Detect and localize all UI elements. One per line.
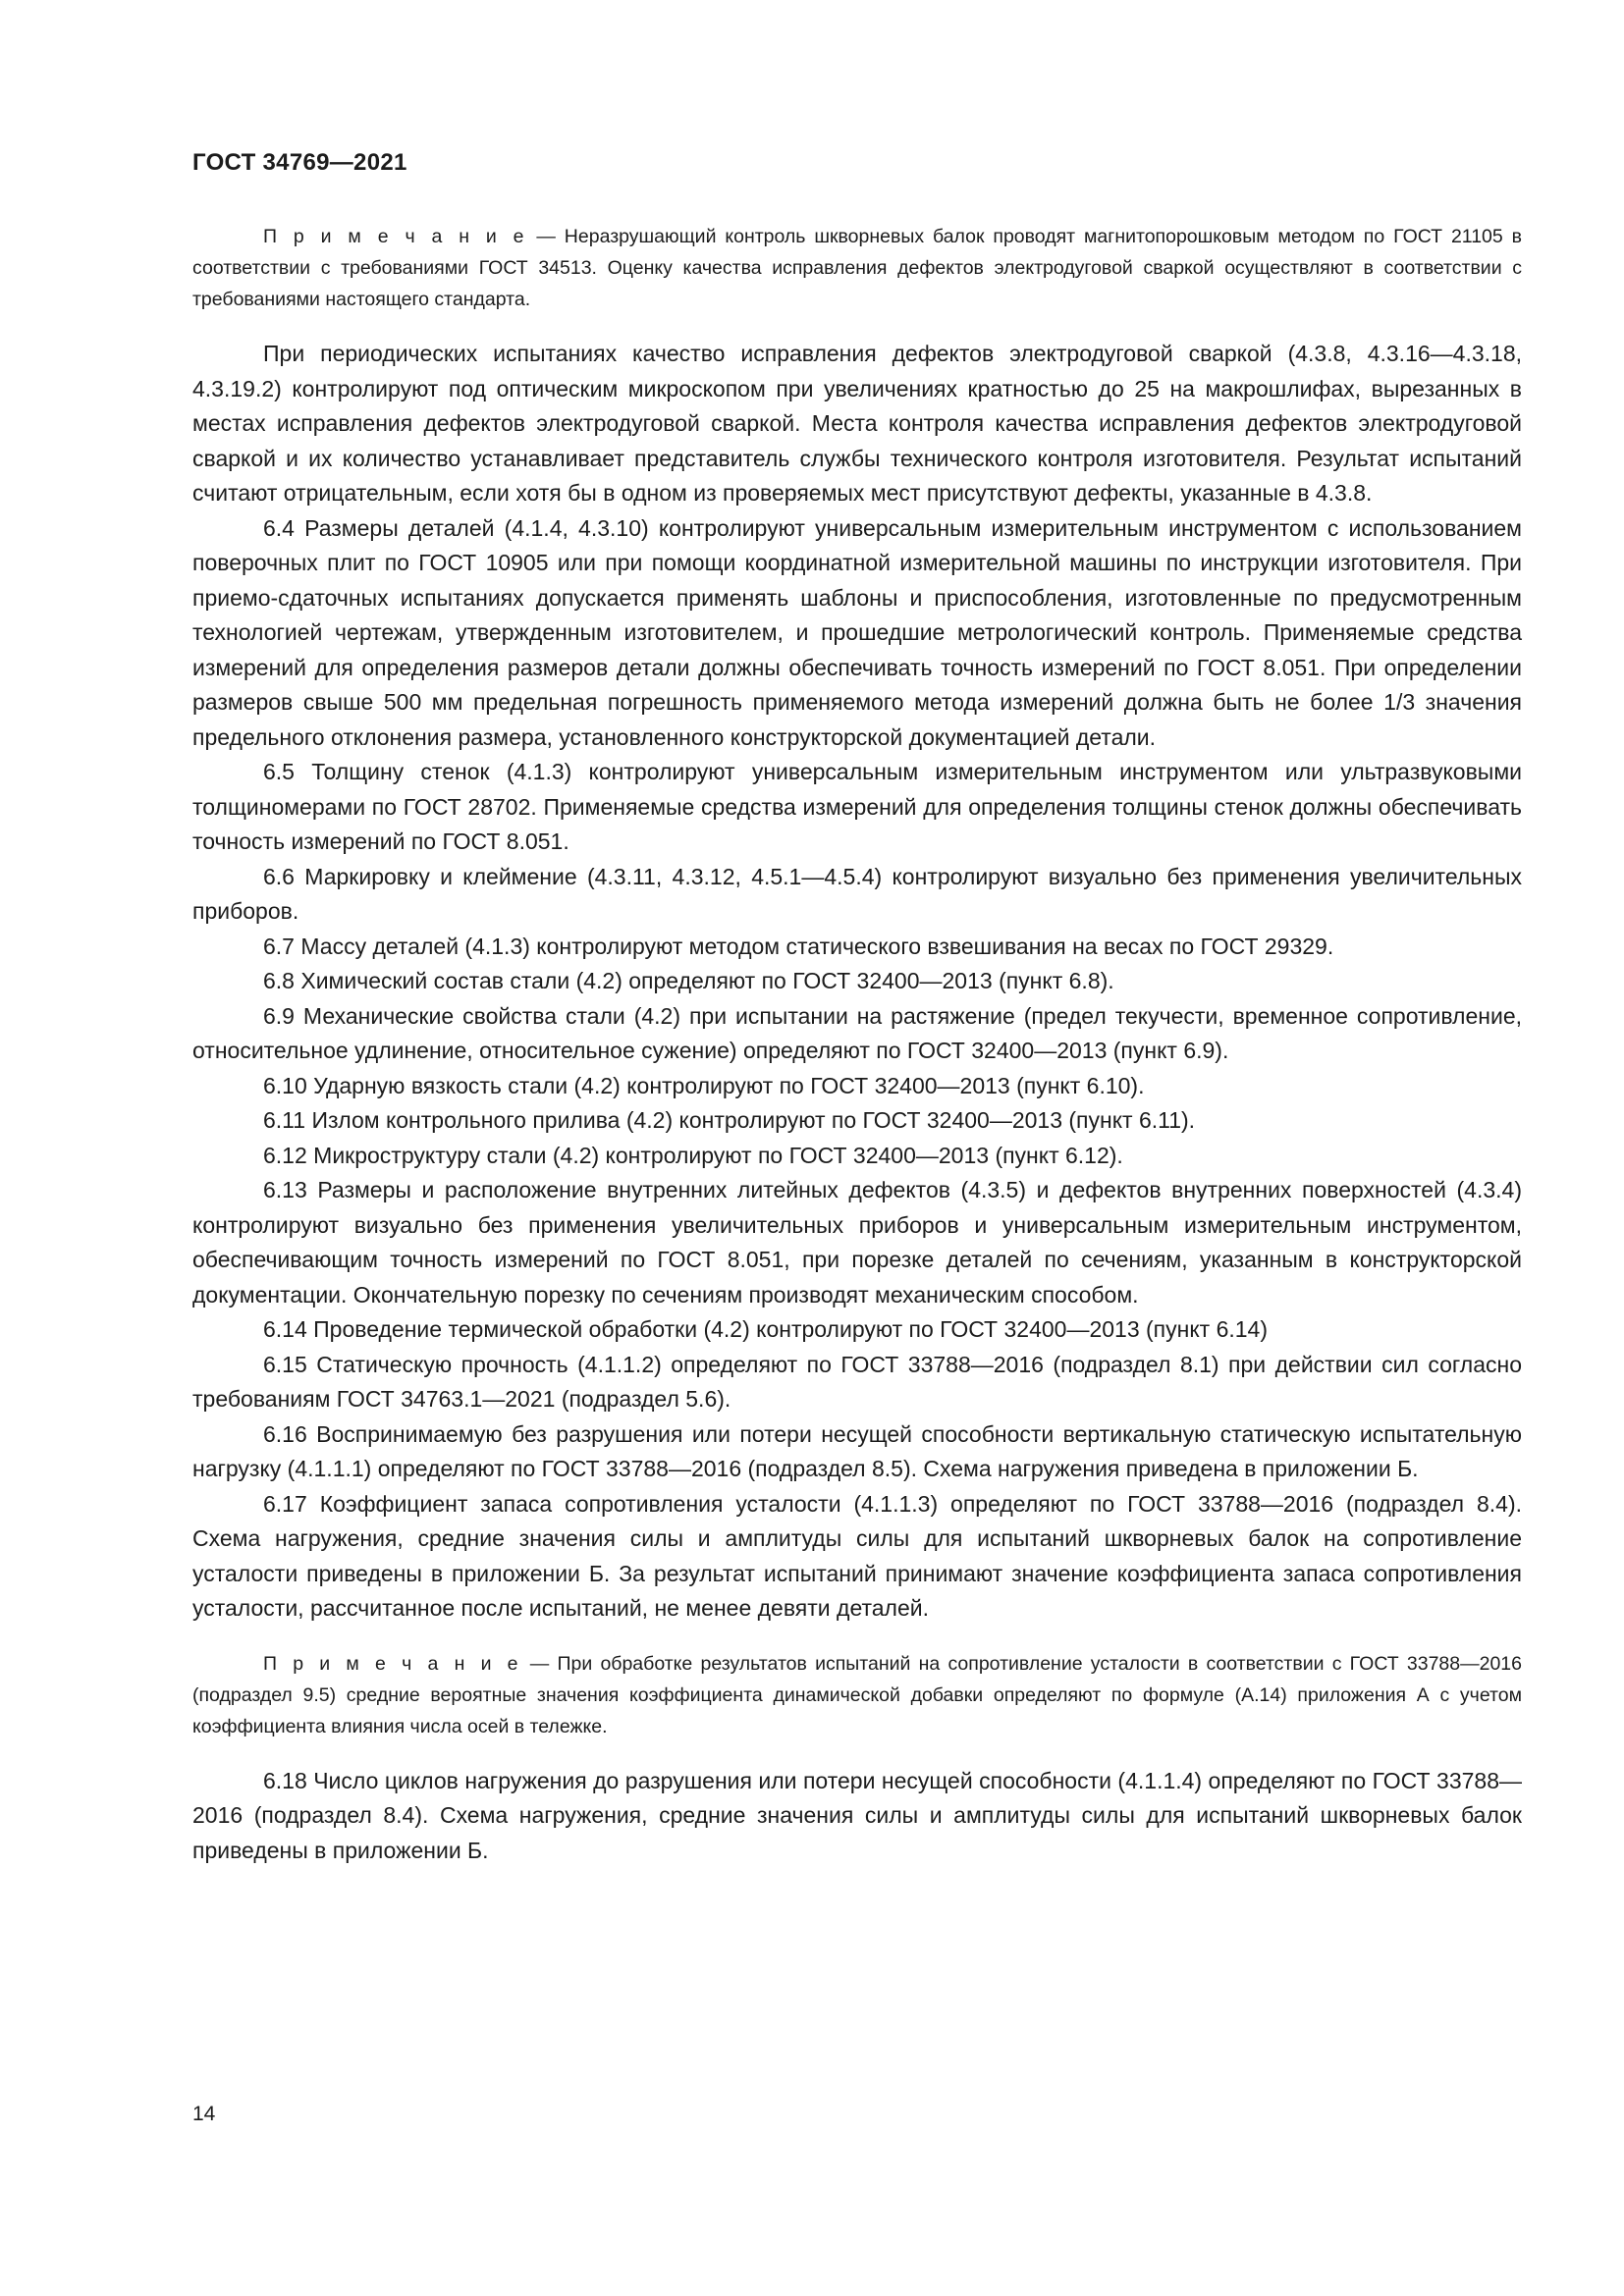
- paragraph-6-16: 6.16 Воспринимаемую без разрушения или потери несущей способности вертикальную статическую испытательную нагрузку (4.1.1.1) определяют по ГОСТ 33788—2016 (подраздел 8.5). Схема нагружения приведена в приложении Б.: [192, 1420, 1522, 1481]
- note-2: [192, 1648, 1522, 1742]
- paragraph-6-10: 6.10 Ударную вязкость стали (4.2) контролируют по ГОСТ 32400—2013 (пункт 6.10).: [263, 1072, 1145, 1098]
- paragraph-6-11: 6.11 Излом контрольного прилива (4.2) контролируют по ГОСТ 32400—2013 (пункт 6.11).: [263, 1107, 1196, 1133]
- note-label: П р и м е ч а н и е: [263, 1652, 522, 1675]
- paragraph-6-7: 6.7 Массу деталей (4.1.3) контролируют методом статического взвешивания на весах по ГОСТ 29329.: [263, 933, 1334, 959]
- paragraph-6-14: 6.14 Проведение термической обработки (4.2) контролируют по ГОСТ 32400—2013 (пункт 6.14): [263, 1316, 1268, 1342]
- paragraph-periodic-tests: При периодических испытаниях качество исправления дефектов электродуговой сваркой (4.3.8, 4.3.16—4.3.18, 4.3.19.2) контролируют под оптическим микроскопом при увеличениях кратностью до 25 на макрошлифах, вырезанных в местах исправления дефектов электродуговой сваркой. Места контроля качества исправления дефектов электродуговой сваркой и их количество устанавливает представитель службы технического контроля изготовителя. Результат испытаний считают отрицательным, если хотя бы в одном из проверяемых мест присутствуют дефекты, указанные в 4.3.8.: [192, 341, 1522, 506]
- paragraph-6-12: 6.12 Микроструктуру стали (4.2) контролируют по ГОСТ 32400—2013 (пункт 6.12).: [263, 1142, 1123, 1168]
- note-text: — При обработке результатов испытаний на сопротивление усталости в соответствии с ГОСТ 33788—2016 (подраздел 9.5) средние вероятные значения коэффициента динамической добавки определяют по формуле (А.14) приложения А с учетом коэффициента влияния числа осей в тележке.: [192, 1652, 1522, 1737]
- paragraph-6-8: 6.8 Химический состав стали (4.2) определяют по ГОСТ 32400—2013 (пункт 6.8).: [263, 968, 1114, 993]
- paragraph-6-15: 6.15 Статическую прочность (4.1.1.2) определяют по ГОСТ 33788—2016 (подраздел 8.1) при действии сил согласно требованиям ГОСТ 34763.1—2021 (подраздел 5.6).: [192, 1351, 1522, 1412]
- paragraph-6-18: 6.18 Число циклов нагружения до разрушения или потери несущей способности (4.1.1.4) определяют по ГОСТ 33788—2016 (подраздел 8.4). Схема нагружения, средние значения силы и амплитуды силы для испытаний шкворневых балок приведены в приложении Б.: [192, 1767, 1522, 1863]
- page-number: 14: [192, 2103, 216, 2125]
- note-text: — Неразрушающий контроль шкворневых балок проводят магнитопорошковым методом по ГОСТ 21105 в соответствии с требованиями ГОСТ 34513. Оценку качества исправления дефектов электродуговой сваркой осуществляют в соответствии с требованиями настоящего стандарта.: [192, 226, 1522, 310]
- paragraph-6-4: 6.4 Размеры деталей (4.1.4, 4.3.10) контролируют универсальным измерительным инструментом с использованием поверочных плит по ГОСТ 10905 или при помощи координатной измерительной машины по инструкции изготовителя. При приемо-сдаточных испытаниях допускается применять шаблоны и приспособления, изготовленные по предусмотренным технологией чертежам, утвержденным изготовителем, и прошедшие метрологический контроль. Применяемые средства измерений для определения размеров детали должны обеспечивать точность измерений по ГОСТ 8.051. При определении размеров свыше 500 мм предельная погрешность применяемого метода измерений должна быть не более 1/3 значения предельного отклонения размера, установленного конструкторской документацией детали.: [192, 514, 1522, 750]
- note-label: П р и м е ч а н и е: [263, 226, 528, 247]
- document-code-header: ГОСТ 34769—2021: [192, 149, 407, 176]
- paragraph-6-13: 6.13 Размеры и расположение внутренних литейных дефектов (4.3.5) и дефектов внутренних поверхностей (4.3.4) контролируют визуально без применения увеличительных приборов и универсальным измерительным инструментом, обеспечивающим точность измерений по ГОСТ 8.051, при порезке деталей по сечениям, указанным в конструкторской документации. Окончательную порезку по сечениям производят механическим способом.: [192, 1177, 1522, 1308]
- paragraph-6-5: 6.5 Толщину стенок (4.1.3) контролируют универсальным измерительным инструментом или ультразвуковыми толщиномерами по ГОСТ 28702. Применяемые средства измерений для определения толщины стенок должны обеспечивать точность измерений по ГОСТ 8.051.: [192, 759, 1522, 854]
- paragraph-6-17: 6.17 Коэффициент запаса сопротивления усталости (4.1.1.3) определяют по ГОСТ 33788—2016 (подраздел 8.4). Схема нагружения, средние значения силы и амплитуды силы для испытаний шкворневых балок на сопротивление усталости приведены в приложении Б. За результат испытаний принимают значение коэффициента запаса сопротивления усталости, рассчитанное после испытаний, не менее девяти деталей.: [192, 1490, 1522, 1621]
- note-1: [192, 221, 1522, 315]
- paragraph-6-6: 6.6 Маркировку и клеймение (4.3.11, 4.3.12, 4.5.1—4.5.4) контролируют визуально без применения увеличительных приборов.: [192, 863, 1522, 924]
- document-body: [192, 221, 1522, 1868]
- paragraph-6-9: 6.9 Механические свойства стали (4.2) при испытании на растяжение (предел текучести, временное сопротивление, относительное удлинение, относительное сужение) определяют по ГОСТ 32400—2013 (пункт 6.9).: [192, 1002, 1522, 1063]
